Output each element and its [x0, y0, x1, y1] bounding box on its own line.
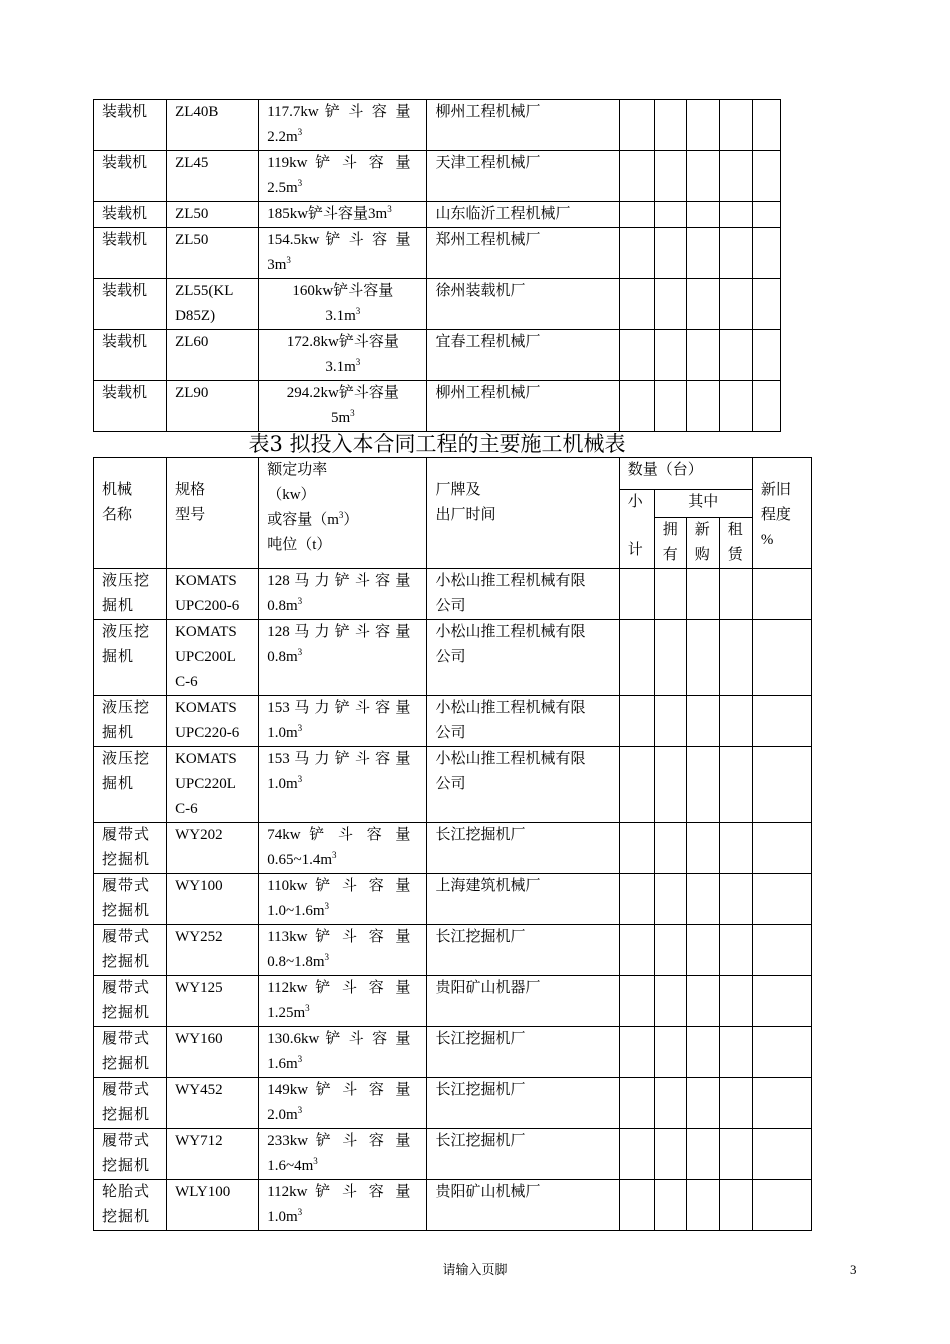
qty-rent: [719, 202, 752, 228]
machine-model: KOMATS UPC220-6: [167, 696, 259, 747]
machine-maker: 宜春工程机械厂: [427, 330, 619, 381]
machine-maker: 小松山推工程机械有限 公司: [427, 569, 619, 620]
condition: [752, 976, 811, 1027]
machine-model: KOMATS UPC200L C-6: [167, 620, 259, 696]
machine-maker: 贵阳矿山机械厂: [427, 1180, 619, 1231]
loader-table: [93, 99, 781, 432]
qty-rent: [719, 151, 752, 202]
page-number: 3: [850, 1262, 857, 1277]
qty-subtotal: [619, 1129, 654, 1180]
machine-maker: 天津工程机械厂: [427, 151, 619, 202]
table-row: [94, 279, 781, 330]
qty-new: [686, 1027, 719, 1078]
table-row: [94, 747, 812, 823]
condition: [752, 1027, 811, 1078]
machine-spec: 153 马 力 铲 斗 容 量 $1.0m^3$: [259, 696, 427, 747]
machine-maker: 长江挖掘机厂: [427, 823, 619, 874]
machine-name: 履带式 挖掘机: [94, 1027, 167, 1078]
table-row: [94, 569, 812, 620]
qty-subtotal: [619, 620, 654, 696]
machinery-table: [93, 457, 812, 1231]
qty-new: [686, 925, 719, 976]
qty-new: [686, 976, 719, 1027]
machine-model: KOMATS UPC220L C-6: [167, 747, 259, 823]
qty-owned: [654, 1078, 686, 1129]
qty-rent: [719, 330, 752, 381]
machine-spec: 172.8kw铲斗容量 $3.1m^3$: [259, 330, 427, 381]
machine-maker: 郑州工程机械厂: [427, 228, 619, 279]
qty-new: [686, 1129, 719, 1180]
machine-maker: 小松山推工程机械有限 公司: [427, 696, 619, 747]
qty-rent: [719, 1180, 752, 1231]
qty-subtotal: [619, 696, 654, 747]
qty-rent: [719, 747, 752, 823]
qty-subtotal: [619, 228, 654, 279]
table-row: [94, 823, 812, 874]
qty-new: [686, 747, 719, 823]
table-row: [94, 1027, 812, 1078]
machine-spec: 112kw 铲 斗 容 量 $1.25m^3$: [259, 976, 427, 1027]
qty-rent: [719, 228, 752, 279]
qty-subtotal: [619, 381, 654, 432]
page-footer: 请输入页脚: [442, 1263, 508, 1278]
machine-spec: 160kw铲斗容量 $3.1m^3$: [259, 279, 427, 330]
qty-rent: [719, 925, 752, 976]
table-row: [94, 620, 812, 696]
machine-name: 履带式 挖掘机: [94, 1078, 167, 1129]
machine-maker: 长江挖掘机厂: [427, 1078, 619, 1129]
qty-rent: [719, 696, 752, 747]
qty-new: [686, 823, 719, 874]
qty-rent: [719, 381, 752, 432]
machine-name: 装载机: [94, 330, 167, 381]
header-new: 新 购: [686, 518, 719, 569]
machine-spec: 154.5kw 铲 斗 容 量 $3m^3$: [259, 228, 427, 279]
machine-name: 装载机: [94, 202, 167, 228]
machine-spec: 128 马 力 铲 斗 容 量 $0.8m^3$: [259, 569, 427, 620]
qty-rent: [719, 976, 752, 1027]
header-among: 其中: [654, 490, 752, 518]
header-model: 规格 型号: [167, 458, 259, 569]
header-rent: 租 赁: [719, 518, 752, 569]
condition: [752, 279, 780, 330]
header-owned: 拥 有: [654, 518, 686, 569]
machine-model: WY252: [167, 925, 259, 976]
condition: [752, 381, 780, 432]
qty-rent: [719, 1078, 752, 1129]
machine-spec: 113kw 铲 斗 容 量 $0.8\sim 1.8m^3$: [259, 925, 427, 976]
condition: [752, 747, 811, 823]
machine-model: ZL50: [167, 202, 259, 228]
qty-new: [686, 1078, 719, 1129]
machine-model: WY452: [167, 1078, 259, 1129]
qty-rent: [719, 100, 752, 151]
machine-maker: 小松山推工程机械有限 公司: [427, 747, 619, 823]
condition: [752, 202, 780, 228]
qty-new: [686, 696, 719, 747]
qty-owned: [654, 228, 686, 279]
qty-owned: [654, 100, 686, 151]
machine-spec: 153 马 力 铲 斗 容 量 $1.0m^3$: [259, 747, 427, 823]
machine-model: ZL40B: [167, 100, 259, 151]
table-row: [94, 228, 781, 279]
qty-rent: [719, 569, 752, 620]
qty-owned: [654, 696, 686, 747]
machine-name: 装载机: [94, 228, 167, 279]
machine-model: ZL45: [167, 151, 259, 202]
condition: [752, 228, 780, 279]
qty-owned: [654, 381, 686, 432]
condition: [752, 569, 811, 620]
qty-subtotal: [619, 151, 654, 202]
machine-name: 液压挖 掘机: [94, 620, 167, 696]
machine-name: 履带式 挖掘机: [94, 874, 167, 925]
table-row: [94, 874, 812, 925]
qty-owned: [654, 1180, 686, 1231]
qty-new: [686, 569, 719, 620]
machine-name: 液压挖 掘机: [94, 569, 167, 620]
qty-owned: [654, 330, 686, 381]
machine-spec: 233kw 铲 斗 容 量 $1.6\sim 4m^3$: [259, 1129, 427, 1180]
condition: [752, 330, 780, 381]
qty-owned: [654, 925, 686, 976]
qty-subtotal: [619, 279, 654, 330]
machine-maker: 长江挖掘机厂: [427, 925, 619, 976]
machine-name: 履带式 挖掘机: [94, 823, 167, 874]
qty-subtotal: [619, 925, 654, 976]
header-row-1: [94, 458, 812, 490]
machine-name: 装载机: [94, 279, 167, 330]
table-row: [94, 202, 781, 228]
machine-name: 液压挖 掘机: [94, 696, 167, 747]
machine-spec: 74kw 铲 斗 容 量 $0.65\sim 1.4m^3$: [259, 823, 427, 874]
qty-new: [686, 279, 719, 330]
qty-subtotal: [619, 823, 654, 874]
condition: [752, 823, 811, 874]
qty-new: [686, 330, 719, 381]
machine-maker: 贵阳矿山机器厂: [427, 976, 619, 1027]
table-row: [94, 330, 781, 381]
qty-owned: [654, 202, 686, 228]
qty-owned: [654, 620, 686, 696]
table-row: [94, 696, 812, 747]
qty-new: [686, 100, 719, 151]
condition: [752, 925, 811, 976]
machine-spec: 128 马 力 铲 斗 容 量 $0.8m^3$: [259, 620, 427, 696]
machine-spec: 294.2kw铲斗容量 $5m^3$: [259, 381, 427, 432]
machine-maker: 长江挖掘机厂: [427, 1027, 619, 1078]
machine-name: 液压挖 掘机: [94, 747, 167, 823]
header-quantity: 数量（台）: [619, 458, 752, 490]
table-row: [94, 1180, 812, 1231]
machine-maker: 柳州工程机械厂: [427, 381, 619, 432]
qty-subtotal: [619, 1078, 654, 1129]
table-row: [94, 151, 781, 202]
machine-name: 履带式 挖掘机: [94, 925, 167, 976]
qty-subtotal: [619, 874, 654, 925]
header-power: 额定功率 （kw） 或容量$(m^3)$ 吨位（t）: [259, 458, 427, 569]
qty-new: [686, 1180, 719, 1231]
machine-model: WY160: [167, 1027, 259, 1078]
qty-subtotal: [619, 747, 654, 823]
machine-spec: 149kw 铲 斗 容 量 $2.0m^3$: [259, 1078, 427, 1129]
qty-owned: [654, 747, 686, 823]
machine-maker: 柳州工程机械厂: [427, 100, 619, 151]
machine-spec: 119kw 铲 斗 容 量 $2.5m^3$: [259, 151, 427, 202]
machine-model: WY125: [167, 976, 259, 1027]
qty-owned: [654, 823, 686, 874]
qty-subtotal: [619, 1027, 654, 1078]
qty-subtotal: [619, 202, 654, 228]
machine-model: ZL50: [167, 228, 259, 279]
condition: [752, 100, 780, 151]
machine-model: WY100: [167, 874, 259, 925]
qty-owned: [654, 279, 686, 330]
machine-spec: 110kw 铲 斗 容 量 $1.0\sim 1.6m^3$: [259, 874, 427, 925]
qty-owned: [654, 874, 686, 925]
machine-name: 履带式 挖掘机: [94, 976, 167, 1027]
qty-rent: [719, 1027, 752, 1078]
header-machine-name: 机械 名称: [94, 458, 167, 569]
machine-name: 轮胎式 挖掘机: [94, 1180, 167, 1231]
machine-model: WLY100: [167, 1180, 259, 1231]
machine-spec: 130.6kw 铲 斗 容 量 $1.6m^3$: [259, 1027, 427, 1078]
machine-spec: 185kw铲斗容量$3m^3$: [259, 202, 427, 228]
condition: [752, 1180, 811, 1231]
condition: [752, 1129, 811, 1180]
qty-owned: [654, 1129, 686, 1180]
qty-new: [686, 381, 719, 432]
qty-owned: [654, 151, 686, 202]
machine-maker: 小松山推工程机械有限 公司: [427, 620, 619, 696]
qty-owned: [654, 976, 686, 1027]
machine-model: ZL90: [167, 381, 259, 432]
machine-name: 装载机: [94, 151, 167, 202]
machine-name: 装载机: [94, 381, 167, 432]
table-row: [94, 100, 781, 151]
table-row: [94, 1129, 812, 1180]
qty-subtotal: [619, 569, 654, 620]
machine-maker: 徐州装载机厂: [427, 279, 619, 330]
machine-maker: 山东临沂工程机械厂: [427, 202, 619, 228]
table-row: [94, 381, 781, 432]
header-subtotal: 小 计: [619, 490, 654, 569]
qty-new: [686, 874, 719, 925]
qty-subtotal: [619, 330, 654, 381]
condition: [752, 151, 780, 202]
machine-spec: 117.7kw 铲 斗 容 量 $2.2m^3$: [259, 100, 427, 151]
condition: [752, 696, 811, 747]
qty-new: [686, 151, 719, 202]
machine-model: WY712: [167, 1129, 259, 1180]
machine-model: WY202: [167, 823, 259, 874]
qty-subtotal: [619, 976, 654, 1027]
table-caption: 表3 拟投入本合同工程的主要施工机械表: [248, 432, 626, 456]
qty-rent: [719, 1129, 752, 1180]
machine-spec: 112kw 铲 斗 容 量 $1.0m^3$: [259, 1180, 427, 1231]
condition: [752, 620, 811, 696]
qty-subtotal: [619, 1180, 654, 1231]
qty-owned: [654, 569, 686, 620]
machine-name: 履带式 挖掘机: [94, 1129, 167, 1180]
table-row: [94, 925, 812, 976]
qty-owned: [654, 1027, 686, 1078]
qty-rent: [719, 823, 752, 874]
header-condition: 新旧 程度 %: [752, 458, 811, 569]
machine-model: ZL55(KL D85Z): [167, 279, 259, 330]
condition: [752, 874, 811, 925]
qty-rent: [719, 279, 752, 330]
qty-rent: [719, 620, 752, 696]
qty-new: [686, 228, 719, 279]
machine-model: ZL60: [167, 330, 259, 381]
qty-new: [686, 202, 719, 228]
qty-new: [686, 620, 719, 696]
table-row: [94, 976, 812, 1027]
condition: [752, 1078, 811, 1129]
header-maker: 厂牌及 出厂时间: [427, 458, 619, 569]
qty-subtotal: [619, 100, 654, 151]
machine-maker: 上海建筑机械厂: [427, 874, 619, 925]
machine-name: 装载机: [94, 100, 167, 151]
qty-rent: [719, 874, 752, 925]
machine-model: KOMATS UPC200-6: [167, 569, 259, 620]
table-row: [94, 1078, 812, 1129]
machine-maker: 长江挖掘机厂: [427, 1129, 619, 1180]
